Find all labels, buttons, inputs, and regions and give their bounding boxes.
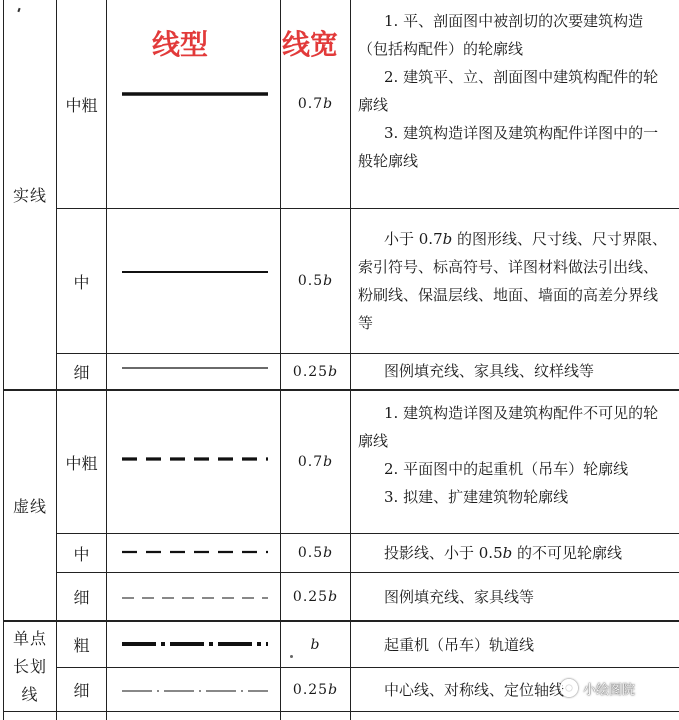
usage-text: 起重机（吊车）轨道线 [384, 636, 535, 654]
usage-cell [358, 583, 672, 611]
grid-line [56, 208, 679, 209]
weight-label: 粗 [73, 636, 90, 655]
line-sample-dash-dot-thin [110, 681, 275, 701]
line-sample-solid-thin [110, 358, 275, 378]
width-cell [281, 622, 350, 667]
width-cell [281, 0, 350, 208]
line-type-header: 线型 [152, 28, 209, 61]
category-label: 单点长划线 [12, 628, 47, 704]
weight-cell [57, 391, 106, 533]
usage-cell [358, 225, 672, 337]
usage-text: 1. 建筑构造详图及建筑构配件不可见的轮廓线 [358, 404, 659, 450]
watermark-text: 小绘图院 [583, 682, 636, 698]
weight-label: 细 [73, 681, 90, 700]
usage-text: 图例填充线、家具线等 [384, 588, 535, 606]
usage-cell [358, 7, 672, 175]
width-cell [281, 391, 350, 533]
usage-cell [358, 539, 672, 567]
usage-text: 中心线、对称线、定位轴线 [384, 681, 565, 699]
wechat-logo-icon [560, 679, 578, 697]
width-cell [281, 534, 350, 572]
weight-label: 中 [73, 544, 90, 564]
width-value: 0.7b [297, 96, 334, 112]
weight-label: 中粗 [65, 95, 98, 115]
weight-cell [57, 0, 106, 208]
line-sample-dashed-medium [110, 542, 275, 562]
width-value: 0.5b [297, 273, 334, 289]
weight-cell [57, 534, 106, 572]
grid-line [56, 572, 679, 573]
weight-cell [57, 622, 106, 667]
line-sample-dashed-thin [110, 588, 275, 608]
width-value: 0.25b [292, 681, 339, 698]
width-cell [281, 573, 350, 620]
width-cell [281, 668, 350, 711]
weight-cell [57, 668, 106, 711]
grid-line [350, 0, 351, 720]
usage-text: 投影线、小于 0.5b 的不可见轮廓线 [384, 544, 623, 562]
weight-cell [57, 209, 106, 353]
weight-cell [57, 573, 106, 620]
usage-text: 2. 平面图中的起重机（吊车）轮廓线 [384, 460, 629, 478]
line-sample-solid-medium [110, 262, 275, 282]
usage-cell [358, 399, 672, 511]
weight-label: 细 [73, 588, 90, 607]
weight-label: 中 [73, 272, 90, 292]
width-value: 0.7b [297, 454, 334, 470]
category-dash-dot [4, 622, 56, 711]
category-label: 实线 [12, 186, 47, 205]
width-cell [281, 209, 350, 353]
watermark [560, 675, 675, 701]
usage-text: 图例填充线、家具线、纹样线等 [384, 362, 595, 380]
width-cell [281, 354, 350, 389]
line-width-header: 线宽 [282, 28, 339, 61]
width-value: 0.25b [292, 588, 339, 605]
category-solid [4, 0, 56, 389]
weight-cell [57, 354, 106, 389]
usage-cell [358, 631, 672, 659]
usage-cell [358, 357, 672, 385]
usage-text: 小于 0.7b 的图形线、尺寸线、尺寸界限、索引符号、标高符号、详图材料做法引出线、粉刷线、保温层线、地面、墙面的高差分界线等 [358, 230, 668, 332]
width-value: b [310, 636, 321, 653]
grid-line [106, 0, 107, 720]
usage-text: 3. 建筑构造详图及建筑构配件详图中的一般轮廓线 [358, 124, 659, 170]
line-sample-dash-dot-thick [110, 634, 275, 654]
usage-text: 2. 建筑平、立、剖面图中建筑构配件的轮廓线 [358, 68, 659, 114]
usage-text: 3. 拟建、扩建建筑物轮廓线 [384, 488, 569, 506]
line-sample-dashed-medium-thick [110, 449, 275, 469]
width-value: 0.5b [297, 545, 334, 561]
width-value: 0.25b [292, 363, 339, 380]
grid-line [56, 667, 679, 668]
grid-line [56, 353, 679, 354]
category-dashed [4, 391, 56, 620]
weight-label: 中粗 [65, 453, 98, 473]
grid-line [56, 533, 679, 534]
category-label: 虚线 [12, 497, 47, 516]
grid-line [3, 711, 679, 712]
usage-text: 1. 平、剖面图中被剖切的次要建筑构造（包括构配件）的轮廓线 [358, 12, 644, 58]
line-sample-solid-medium-thick [110, 84, 275, 104]
weight-label: 细 [73, 363, 90, 382]
